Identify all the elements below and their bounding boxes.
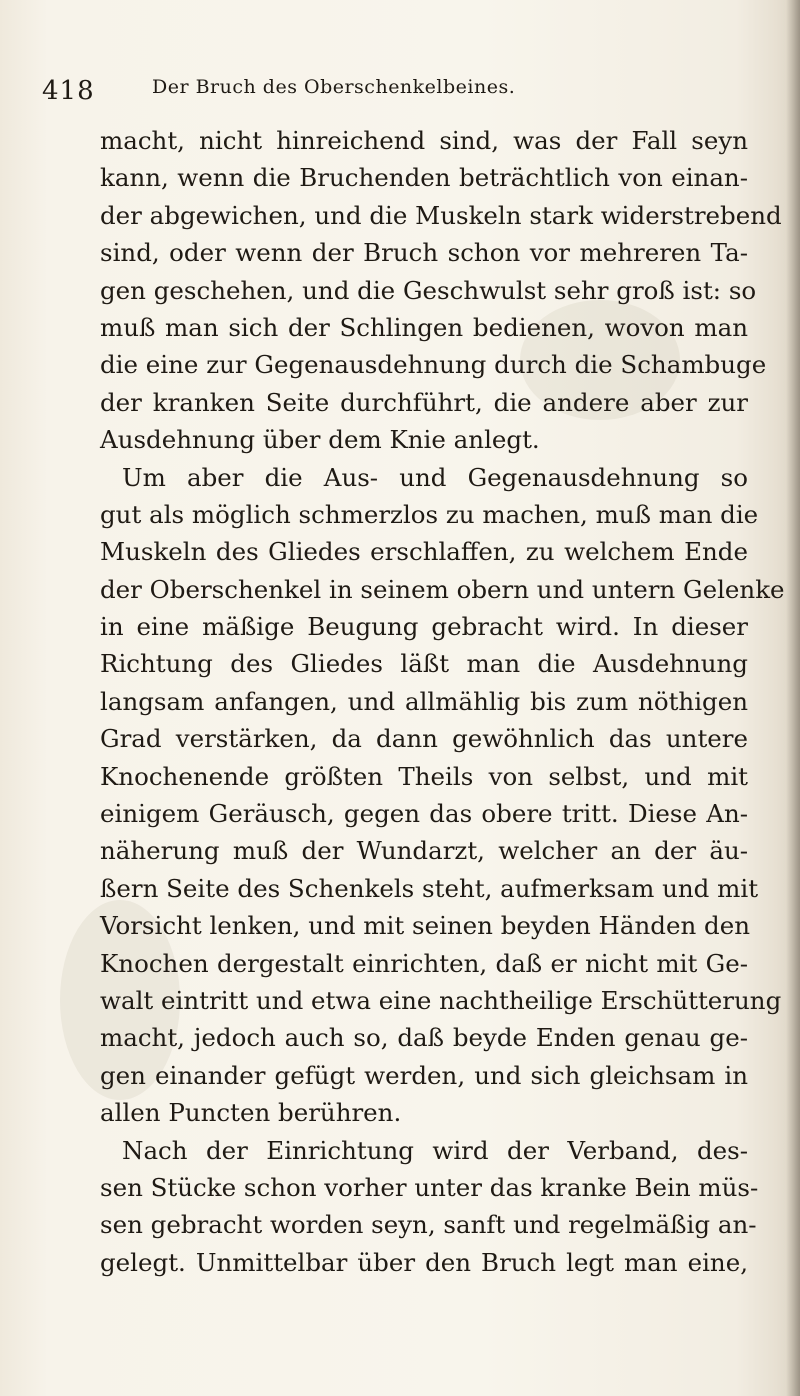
body-text [100, 122, 785, 1281]
text-line: Richtung des Gliedes läßt man die Ausdehnung [100, 649, 748, 679]
text-line: näherung muß der Wundarzt, welcher an der äu- [100, 836, 748, 866]
text-line: Muskeln des Gliedes erschlaffen, zu welchem Ende [100, 537, 748, 567]
text-line: sind, oder wenn der Bruch schon vor mehreren Ta- [100, 238, 748, 268]
text-line: gut als möglich schmerzlos zu machen, muß man die [100, 499, 759, 529]
paragraph-start-line: Um aber die Aus- und Gegenausdehnung so [122, 462, 748, 492]
text-line: macht, nicht hinreichend sind, was der Fall seyn [100, 126, 748, 155]
text-line: die eine zur Gegenausdehnung durch die Schambuge [100, 350, 767, 380]
text-line: Vorsicht lenken, und mit seinen beyden Händen den [100, 911, 750, 941]
text-line: der kranken Seite durchführt, die andere aber zur [100, 387, 748, 417]
text-line: sen Stücke schon vorher unter das kranke Bein müs- [100, 1172, 759, 1202]
page-header [42, 70, 702, 110]
text-line: gen geschehen, und die Geschwulst sehr groß ist: so [100, 275, 757, 305]
paragraph-start-line: Nach der Einrichtung wird der Verband, des- [122, 1135, 748, 1165]
text-line: in eine mäßige Beugung gebracht wird. In dieser [100, 612, 748, 642]
text-line: Ausdehnung über dem Knie anlegt. [100, 425, 540, 455]
text-line: ßern Seite des Schenkels steht, aufmerksam und mit [100, 873, 759, 903]
text-line: muß man sich der Schlingen bedienen, wovon man [100, 312, 748, 342]
page-edge-shadow [786, 0, 800, 1396]
text-line: sen gebracht worden seyn, sanft und regelmäßig an- [100, 1210, 757, 1240]
text-line: einigem Geräusch, gegen das obere tritt. Diese An- [100, 799, 748, 829]
text-line: Knochenende größten Theils von selbst, und mit [100, 761, 748, 791]
text-line: gen einander gefügt werden, und sich gleichsam in [100, 1060, 748, 1090]
running-title: Der Bruch des Oberschenkelbeines. [152, 76, 516, 98]
text-line: macht, jedoch auch so, daß beyde Enden genau ge- [100, 1023, 748, 1053]
text-line: walt eintritt und etwa eine nachtheilige Erschütterung [100, 985, 782, 1015]
text-line: gelegt. Unmittelbar über den Bruch legt man eine, [100, 1247, 748, 1277]
text-line: kann, wenn die Bruchenden beträchtlich von einan- [100, 163, 748, 193]
text-line: der abgewichen, und die Muskeln stark widerstrebend [100, 200, 782, 230]
text-line: langsam anfangen, und allmählig bis zum nöthigen [100, 686, 748, 716]
text-line: Knochen dergestalt einrichten, daß er nicht mit Ge- [100, 948, 748, 978]
text-line: der Oberschenkel in seinem obern und untern Gelenke [100, 574, 785, 604]
text-line: allen Puncten berühren. [100, 1098, 402, 1128]
page-number: 418 [42, 76, 95, 106]
text-line: Grad verstärken, da dann gewöhnlich das untere [100, 724, 748, 754]
